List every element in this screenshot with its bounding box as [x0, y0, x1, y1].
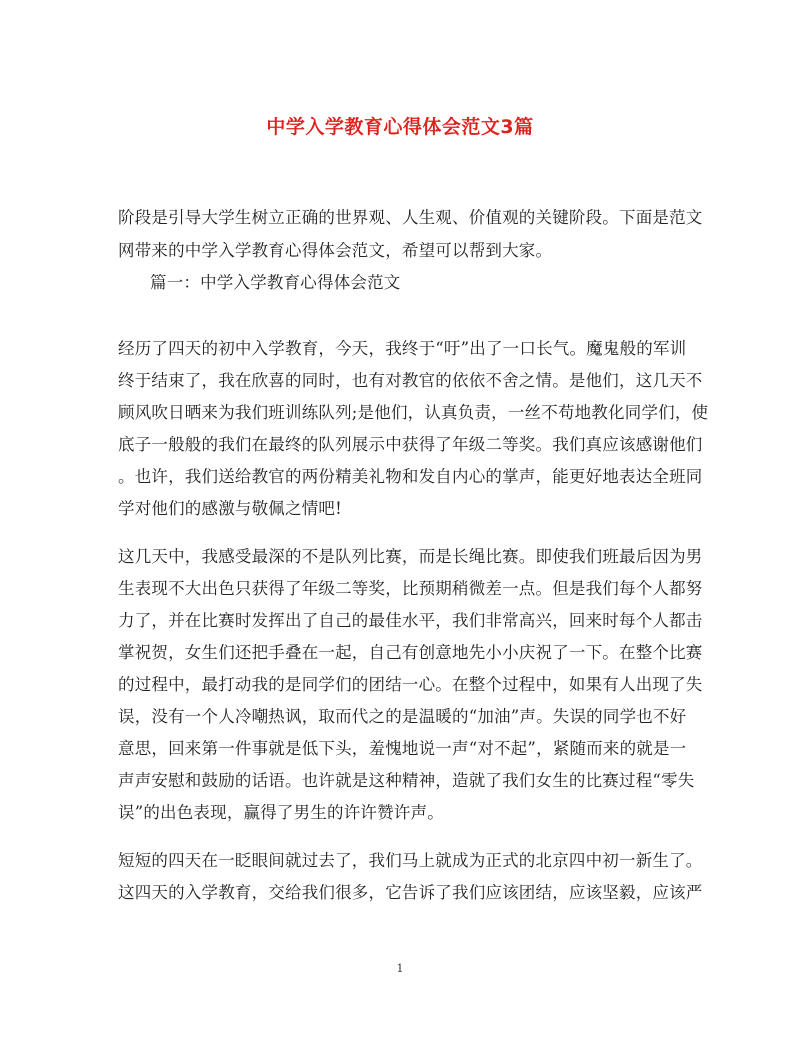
- paragraph-line: 声声安慰和鼓励的话语。也许就是这种精神，造就了我们女生的比赛过程“零失: [118, 771, 695, 790]
- page-number: 1: [396, 962, 404, 975]
- paragraph-line: 底子一般般的我们在最终的队列展示中获得了年级二等奖。我们真应该感谢他们: [118, 435, 703, 454]
- paragraph-line: 意思，回来第一件事就是低下头，羞愧地说一声“对不起”，紧随而来的就是一: [118, 739, 687, 758]
- document-title: 中学入学教育心得体会范文3篇: [266, 116, 534, 138]
- intro-line: 阶段是引导大学生树立正确的世界观、人生观、价值观的关键阶段。下面是范文: [118, 208, 703, 227]
- paragraph-line: 误，没有一个人冷嘲热讽，取而代之的是温暖的“加油”声。失误的同学也不好: [118, 707, 687, 726]
- paragraph-line: 。也许，我们送给教官的两份精美礼物和发自内心的掌声，能更好地表达全班同: [118, 467, 703, 486]
- paragraph-line: 这四天的入学教育，交给我们很多，它告诉了我们应该团结，应该坚毅，应该严: [118, 883, 703, 902]
- paragraph-line: 的过程中，最打动我的是同学们的团结一心。在整个过程中，如果有人出现了失: [118, 675, 703, 694]
- paragraph-line: 经历了四天的初中入学教育，今天，我终于“吁”出了一口长气。魔鬼般的军训: [118, 339, 687, 358]
- paragraph-line: 学对他们的感激与敬佩之情吧!: [118, 499, 342, 518]
- paragraph-line: 误”的出色表现，赢得了男生的许许赞许声。: [118, 803, 444, 822]
- paragraph-line: 这几天中，我感受最深的不是队列比赛，而是长绳比赛。即使我们班最后因为男: [118, 547, 703, 566]
- section-heading: 篇一：中学入学教育心得体会范文: [150, 273, 401, 292]
- paragraph-line: 掌祝贺，女生们还把手叠在一起，自己有创意地先小小庆祝了一下。在整个比赛: [118, 643, 703, 662]
- paragraph-line: 生表现不大出色只获得了年级二等奖，比预期稍微差一点。但是我们每个人都努: [118, 579, 703, 598]
- paragraph-line: 力了，并在比赛时发挥出了自己的最佳水平，我们非常高兴，回来时每个人都击: [118, 611, 703, 630]
- intro-line: 网带来的中学入学教育心得体会范文，希望可以帮到大家。: [118, 241, 553, 260]
- paragraph-line: 顾风吹日晒来为我们班训练队列;是他们，认真负责，一丝不苟地教化同学们，使: [118, 403, 709, 422]
- paragraph-line: 终于结束了，我在欣喜的同时，也有对教官的依依不舍之情。是他们，这几天不: [118, 371, 703, 390]
- paragraph-line: 短短的四天在一眨眼间就过去了，我们马上就成为正式的北京四中初一新生了。: [118, 851, 703, 870]
